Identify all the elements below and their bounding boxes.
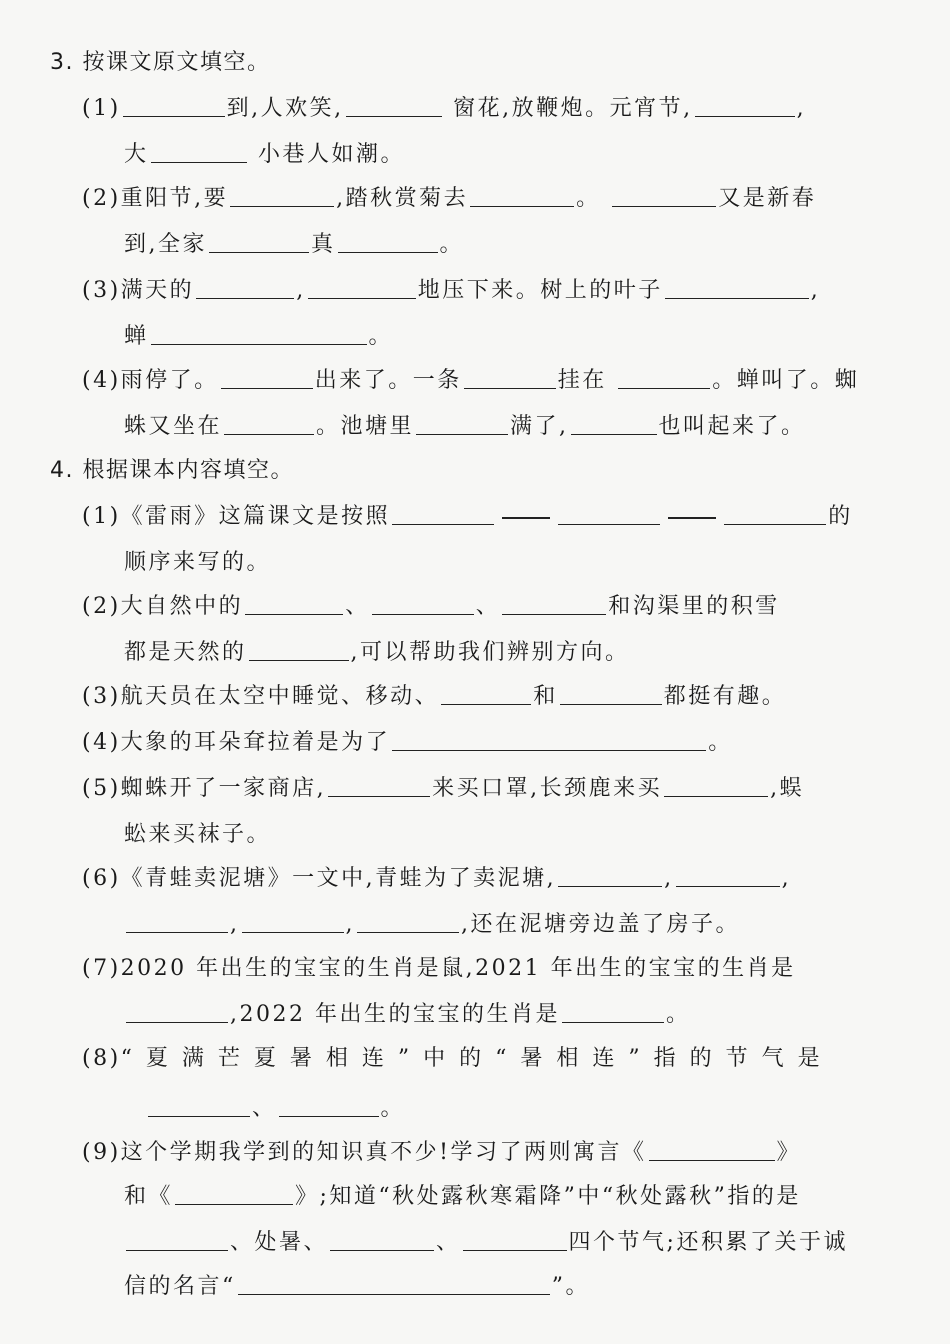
- answer-blank[interactable]: [126, 1228, 228, 1251]
- answer-blank[interactable]: [676, 864, 780, 887]
- item-number: (5): [82, 776, 121, 801]
- q3-item-1-line-1: (1) 到,人欢笑, 窗花,放鞭炮。元宵节, ,: [82, 96, 807, 121]
- q4-item-1-line-1: (1)《雷雨》这篇课文是按照 的: [82, 504, 853, 529]
- answer-blank[interactable]: [245, 592, 343, 615]
- question-4-title: 4. 根据课本内容填空。: [50, 458, 294, 483]
- q4-item-9-line-4: 信的名言“ ”。: [124, 1274, 590, 1299]
- q4-item-5-line-2: 蚣来买袜子。: [124, 822, 272, 847]
- answer-blank[interactable]: [463, 1228, 567, 1251]
- q4-item-8-line-1: (8)“夏满芒夏暑相连”中的“暑相连”指的节气是: [82, 1046, 834, 1071]
- answer-blank[interactable]: [392, 728, 706, 751]
- answer-blank[interactable]: [238, 1272, 550, 1295]
- q4-item-1-line-2: 顺序来写的。: [124, 550, 272, 575]
- q4-item-9-line-3: 、处暑、 、 四个节气;还积累了关于诚: [124, 1228, 848, 1258]
- q3-item-3-line-1: (3)满天的 , 地压下来。树上的叶子 ,: [82, 278, 821, 303]
- answer-blank[interactable]: [330, 1228, 434, 1251]
- q4-item-6-line-2: , , ,还在泥塘旁边盖了房子。: [124, 910, 740, 940]
- q4-item-8-line-2: 、 。: [146, 1094, 405, 1124]
- item-number: (2): [82, 186, 121, 211]
- answer-blank[interactable]: [249, 638, 349, 661]
- answer-blank[interactable]: [502, 592, 606, 615]
- item-number: (2): [82, 594, 121, 619]
- answer-blank[interactable]: [558, 864, 662, 887]
- answer-blank[interactable]: [618, 366, 710, 389]
- answer-blank[interactable]: [328, 774, 430, 797]
- q3-item-2-line-1: (2)重阳节,要 ,踏秋赏菊去 。 又是新春: [82, 186, 817, 211]
- answer-blank[interactable]: [464, 366, 556, 389]
- answer-blank[interactable]: [196, 276, 294, 299]
- q3-item-4-line-2: 蛛又坐在 。池塘里 满了, 也叫起来了。: [124, 414, 806, 439]
- answer-blank[interactable]: [649, 1138, 775, 1161]
- answer-blank[interactable]: [242, 910, 344, 933]
- answer-blank[interactable]: [558, 502, 660, 525]
- answer-blank[interactable]: [357, 910, 459, 933]
- answer-blank[interactable]: [126, 1000, 228, 1023]
- q4-item-2-line-1: (2)大自然中的 、 、 和沟渠里的积雪: [82, 594, 780, 619]
- q3-item-1-line-2: 大 小巷人如潮。: [124, 142, 406, 167]
- q3-item-3-line-2: 蝉 。: [124, 324, 394, 349]
- answer-blank[interactable]: [695, 94, 795, 117]
- answer-blank[interactable]: [571, 412, 657, 435]
- answer-blank[interactable]: [612, 184, 716, 207]
- answer-blank[interactable]: [224, 412, 314, 435]
- item-number: (3): [82, 278, 121, 303]
- answer-blank[interactable]: [221, 366, 313, 389]
- answer-blank[interactable]: [151, 140, 247, 163]
- answer-blank[interactable]: [126, 910, 228, 933]
- question-3-title: 3. 按课文原文填空。: [50, 50, 271, 75]
- q4-item-9-line-1: (9)这个学期我学到的知识真不少!学习了两则寓言《 》: [82, 1140, 802, 1165]
- answer-blank[interactable]: [308, 276, 416, 299]
- q3-item-4-line-1: (4)雨停了。 出来了。一条 挂在 。蝉叫了。蜘: [82, 368, 860, 393]
- q4-item-9-line-2: 和《 》;知道“秋处露秋寒霜降”中“秋处露秋”指的是: [124, 1184, 801, 1209]
- item-number: (4): [82, 368, 121, 393]
- dash: [502, 505, 550, 519]
- q4-item-7-line-2: ,2022 年出生的宝宝的生肖是 。: [124, 1000, 691, 1030]
- answer-blank[interactable]: [441, 682, 531, 705]
- item-number: (8): [82, 1046, 121, 1071]
- answer-blank[interactable]: [175, 1182, 293, 1205]
- answer-blank[interactable]: [346, 94, 442, 117]
- answer-blank[interactable]: [562, 1000, 664, 1023]
- answer-blank[interactable]: [338, 230, 438, 253]
- q4-item-6-line-1: (6)《青蛙卖泥塘》一文中,青蛙为了卖泥塘, , ,: [82, 866, 792, 891]
- q4-item-3: (3)航天员在太空中睡觉、移动、 和 都挺有趣。: [82, 684, 787, 709]
- answer-blank[interactable]: [416, 412, 508, 435]
- answer-blank[interactable]: [560, 682, 662, 705]
- answer-blank[interactable]: [392, 502, 494, 525]
- answer-blank[interactable]: [230, 184, 334, 207]
- q3-item-2-line-2: 到,全家 真 。: [124, 232, 465, 257]
- item-number: (1): [82, 504, 121, 529]
- q4-item-2-line-2: 都是天然的 ,可以帮助我们辨别方向。: [124, 640, 630, 665]
- answer-blank[interactable]: [724, 502, 826, 525]
- item-number: (1): [82, 96, 121, 121]
- answer-blank[interactable]: [279, 1094, 379, 1117]
- item-number: (3): [82, 684, 121, 709]
- dash: [668, 505, 716, 519]
- item-number: (9): [82, 1140, 121, 1165]
- answer-blank[interactable]: [123, 94, 225, 117]
- q4-item-7-line-1: (7)2020 年出生的宝宝的生肖是鼠,2021 年出生的宝宝的生肖是: [82, 956, 796, 981]
- answer-blank[interactable]: [209, 230, 309, 253]
- q4-item-4: (4)大象的耳朵耷拉着是为了 。: [82, 730, 733, 755]
- answer-blank[interactable]: [470, 184, 574, 207]
- answer-blank[interactable]: [148, 1094, 250, 1117]
- q4-item-5-line-1: (5)蜘蛛开了一家商店, 来买口罩,长颈鹿来买 ,蜈: [82, 776, 805, 801]
- item-number: (7): [82, 956, 121, 981]
- answer-blank[interactable]: [151, 322, 367, 345]
- item-number: (6): [82, 866, 121, 891]
- item-number: (4): [82, 730, 121, 755]
- answer-blank[interactable]: [664, 774, 768, 797]
- answer-blank[interactable]: [665, 276, 809, 299]
- answer-blank[interactable]: [372, 592, 474, 615]
